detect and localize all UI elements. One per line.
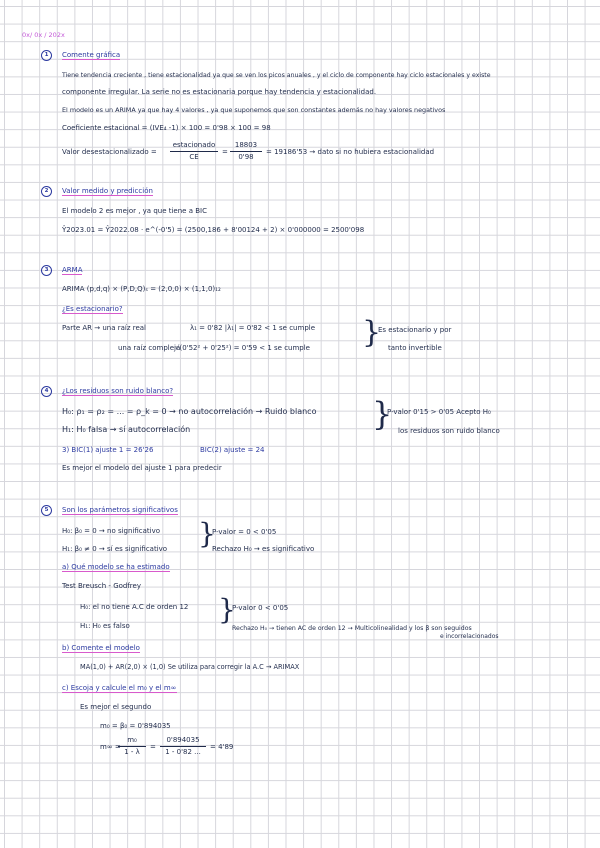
s3-result-2: tanto invertible <box>388 344 442 352</box>
section-number-3: 3 <box>41 265 52 276</box>
s5a-line-2: H₀: el no tiene A.C de orden 12 <box>80 603 189 611</box>
s4-line-3b: BIC(2) ajuste = 24 <box>200 446 265 454</box>
s3-line-4a: una raíz compleja <box>118 344 181 352</box>
s5c-line-3-label: m∞ = <box>100 743 121 751</box>
s5c-frac2-den: 1 - 0'82 ... <box>165 748 201 756</box>
s1-line-4: Coeficiente estacional = (IVE₄ -1) × 100 = 0'98 × 100 = 98 <box>62 124 271 132</box>
s4-result-2: los residuos son ruido blanco <box>398 427 500 435</box>
s5c-title: c) Escoja y calcule el m₀ y el m∞ <box>62 684 177 692</box>
s4-line-2: H₁: H₀ falsa → sí autocorrelación <box>62 425 191 434</box>
s1-line-3: El modelo es un ARIMA ya que hay 4 valores , ya que suponemos que son constantes además no hay valores negativos <box>62 106 446 114</box>
s2-line-1: El modelo 2 es mejor , ya que tiene a BIC <box>62 207 207 215</box>
section-number-4: 4 <box>41 386 52 397</box>
s5a-line-1: Test Breusch - Godfrey <box>62 582 141 590</box>
s5a-result-2: Rechazo H₀ → tienen AC de orden 12 → Multicolinealidad y los β son seguidos <box>232 625 472 632</box>
section-4-title: ¿Los residuos son ruido blanco? <box>62 387 174 395</box>
s5c-frac1-num: m₀ <box>127 736 137 744</box>
s3-line-4b: √(0'52² + 0'25²) = 0'59 < 1 se cumple <box>175 344 310 352</box>
s3-line-2: ¿Es estacionario? <box>62 305 123 313</box>
page-date: 0x/ 0x / 202x <box>22 31 65 39</box>
section-2-title: Valor medido y predicción <box>62 187 153 195</box>
s5c-frac1-bar <box>118 746 146 747</box>
s5c-frac2-bar <box>160 746 206 747</box>
s5a-brace: } <box>218 593 236 626</box>
s5a-result-1: P-valor 0 < 0'05 <box>232 604 289 612</box>
s3-line-3a: Parte AR → una raíz real <box>62 324 146 332</box>
s5-result-2: Rechazo H₀ → es significativo <box>212 545 315 553</box>
s4-line-1: H₀: ρ₁ = ρ₂ = ... = ρ_k = 0 → no autocorrelación → Ruido blanco <box>62 407 317 416</box>
s1-frac2-den: 0'98 <box>238 153 254 161</box>
s3-result-1: Es estacionario y por <box>378 326 452 334</box>
s1-line-1: Tiene tendencia creciente , tiene estacionalidad ya que se ven los picos anuales , y el ciclo de componente hay ciclo estacionales y existe <box>62 72 491 79</box>
s1-line-2: componente irregular. La serie no es estacionaria porque hay tendencia y estacionalidad. <box>62 88 377 96</box>
s5a-line-3: H₁: H₀ es falso <box>80 622 130 630</box>
s3-line-1: ARIMA (p,d,q) × (P,D,Q)ₛ = (2,0,0) × (1,1,0)₁₂ <box>62 285 221 293</box>
s1-line-5-result: = 19186'53 → dato si no hubiera estacionalidad <box>266 148 435 156</box>
s5-line-1: H₀: β₀ = 0 → no significativo <box>62 527 161 535</box>
s1-frac2-bar <box>230 151 262 152</box>
s5-line-2: H₁: β₀ ≠ 0 → sí es significativo <box>62 545 168 553</box>
s1-frac1-den: CE <box>189 153 199 161</box>
section-number-1: 1 <box>41 50 52 61</box>
section-number-2: 2 <box>41 186 52 197</box>
s2-line-2: Ŷ2023.01 = Ŷ2022.08 · e^(-0'5) = (2500,186 + 8'00124 + 2) × 0'000000 = 2500'098 <box>62 226 365 234</box>
s4-line-3a: 3) BIC(1) ajuste 1 = 26'26 <box>62 446 154 454</box>
s4-result-1: P-valor 0'15 > 0'05 Acepto H₀ <box>387 408 491 416</box>
s4-line-4: Es mejor el modelo del ajuste 1 para predecir <box>62 464 222 472</box>
s1-frac2-num: 18803 <box>234 141 258 149</box>
s1-line-5-label: Valor desestacionalizado = <box>62 148 157 156</box>
section-1-title: Comente gráfica <box>62 51 121 59</box>
s3-brace: } <box>362 315 382 350</box>
section-number-5: 5 <box>41 505 52 516</box>
s5c-line-2: m₀ = β₀ = 0'894035 <box>100 722 171 730</box>
s5c-result: = 4'89 <box>210 743 234 751</box>
s5b-line-1: MA(1,0) + AR(2,0) × (1,0) Se utiliza para corregir la A.C → ARIMAX <box>80 663 300 671</box>
s5a-title: a) Qué modelo se ha estimado <box>62 563 170 571</box>
s5b-title: b) Comente el modelo <box>62 644 140 652</box>
s5a-result-2b: e incorrelacionados <box>440 633 499 640</box>
s5c-frac1-den: 1 - λ <box>124 748 140 756</box>
section-5-title: Son los parámetros significativos <box>62 506 178 514</box>
s5c-eq: = <box>150 743 156 751</box>
s4-brace: } <box>372 395 393 433</box>
s5-result-1: P-valor = 0 < 0'05 <box>212 528 277 536</box>
s1-frac1-num: estacionado <box>172 141 216 149</box>
s1-frac1-bar <box>170 151 218 152</box>
s5c-frac2-num: 0'894035 <box>166 736 200 744</box>
s1-eq: = <box>222 148 228 156</box>
section-3-title: ARMA <box>62 266 83 274</box>
s5-brace: } <box>198 517 216 550</box>
s3-line-3b: λ₁ = 0'82 |λ₁| = 0'82 < 1 se cumple <box>190 324 316 332</box>
s5c-line-1: Es mejor el segundo <box>80 703 152 711</box>
